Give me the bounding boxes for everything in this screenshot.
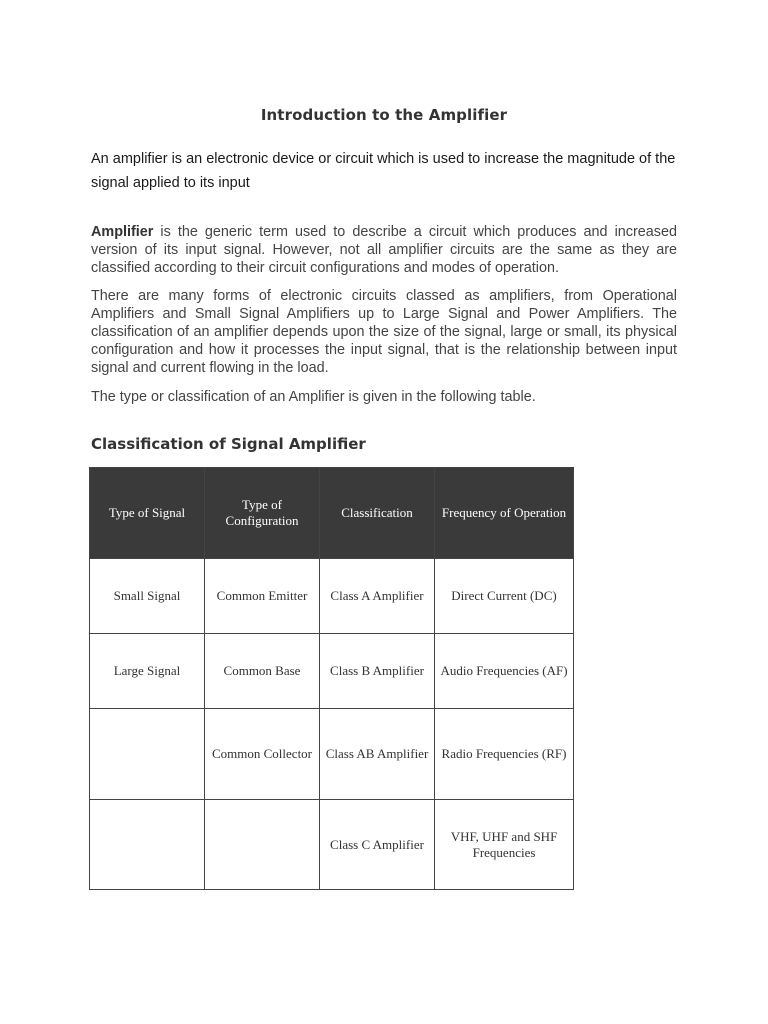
table-header-row — [90, 468, 574, 559]
section-heading: Classification of Signal Amplifier — [91, 435, 366, 453]
lead-paragraph: An amplifier is an electronic device or circuit which is used to increase the magnitude of the signal applied to its input — [91, 151, 676, 191]
table-cell: Class B Amplifier — [320, 634, 435, 709]
table-cell: Common Collector — [205, 709, 320, 800]
table-cell: Common Base — [205, 634, 320, 709]
table-cell: Small Signal — [90, 559, 205, 634]
header-type-of-signal: Type of Signal — [90, 468, 205, 559]
paragraph-table-intro: The type or classification of an Amplifier is given in the following table. — [91, 389, 536, 405]
table-cell: Large Signal — [90, 634, 205, 709]
table-cell: Audio Frequencies (AF) — [435, 634, 574, 709]
classification-table — [89, 467, 574, 890]
header-type-of-configuration: Type of Configuration — [205, 468, 320, 559]
paragraph-amplifier-forms: There are many forms of electronic circuits classed as amplifiers, from Operational Amplifiers and Small Signal Amplifiers up to Large Signal and Power Amplifiers. The classification of an amplifier depends upon the size of the signal, large or small, its physical configuration and how it processes the input signal, that is the relationship between input signal and current flowing in the load. — [91, 288, 677, 376]
table-cell — [90, 709, 205, 800]
paragraph-amplifier-definition-text: is the generic term used to describe a circuit which produces and increased version of its input signal. However, not all amplifier circuits are the same as they are classified according to their circuit configurations and modes of operation. — [91, 224, 677, 276]
header-classification: Classification — [320, 468, 435, 559]
table-cell — [205, 800, 320, 890]
paragraph-amplifier-definition — [91, 223, 677, 277]
table-cell: Class A Amplifier — [320, 559, 435, 634]
table-cell: Radio Frequencies (RF) — [435, 709, 574, 800]
table-row — [90, 559, 574, 634]
table-cell: VHF, UHF and SHF Frequencies — [435, 800, 574, 890]
header-frequency-of-operation: Frequency of Operation — [435, 468, 574, 559]
table-row — [90, 634, 574, 709]
table-cell: Class AB Amplifier — [320, 709, 435, 800]
table-cell — [90, 800, 205, 890]
table-cell: Class C Amplifier — [320, 800, 435, 890]
table-cell: Direct Current (DC) — [435, 559, 574, 634]
table-row — [90, 709, 574, 800]
table-row — [90, 800, 574, 890]
amplifier-term: Amplifier — [91, 224, 154, 240]
table-cell: Common Emitter — [205, 559, 320, 634]
document-title: Introduction to the Amplifier — [260, 106, 508, 124]
